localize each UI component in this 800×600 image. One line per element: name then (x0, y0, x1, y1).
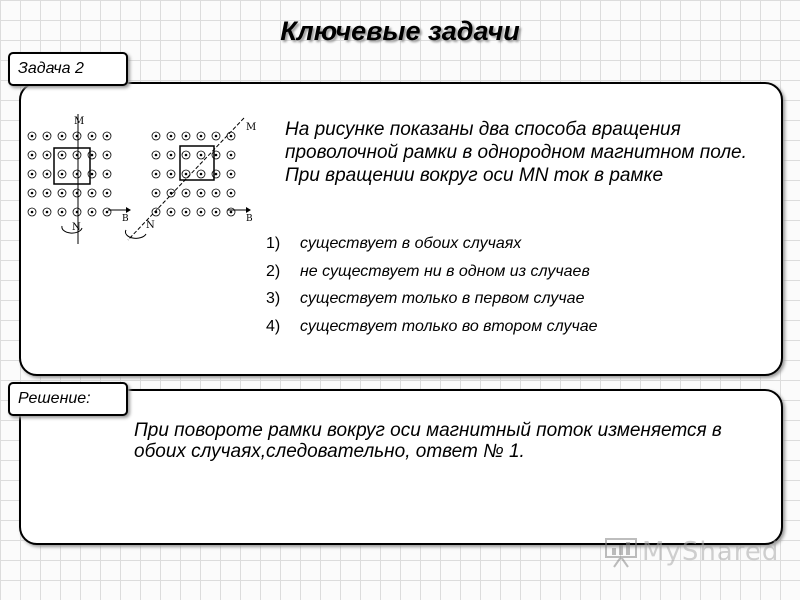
solution-tag: Решение: (8, 382, 128, 416)
field-dot-center (185, 135, 188, 138)
field-dot-center (230, 173, 233, 176)
field-dot-center (200, 192, 203, 195)
field-dot-center (91, 192, 94, 195)
label-n-right: N (146, 220, 155, 231)
watermark (604, 536, 779, 568)
field-dot-center (215, 211, 218, 214)
label-b-left: B (122, 214, 129, 224)
field-dot-center (61, 154, 64, 157)
field-dot-center (46, 135, 49, 138)
field-dot-center (106, 135, 109, 138)
field-dot-center (61, 211, 64, 214)
label-b-right: B (246, 214, 253, 224)
field-dot-center (215, 135, 218, 138)
field-dot-center (215, 192, 218, 195)
field-dot-center (31, 192, 34, 195)
field-dot-center (31, 173, 34, 176)
magnetic-frame-figure (22, 112, 262, 252)
answer-options (266, 230, 598, 340)
field-dot-center (155, 154, 158, 157)
field-dot-center (155, 135, 158, 138)
solution-panel (19, 389, 783, 545)
field-dot-center (31, 154, 34, 157)
field-dot-center (31, 211, 34, 214)
field-dot-center (230, 211, 233, 214)
watermark-text: MyShared (642, 537, 780, 567)
field-dot-center (106, 192, 109, 195)
field-arrowhead-left (126, 207, 131, 213)
field-dot-center (46, 173, 49, 176)
field-dot-center (185, 192, 188, 195)
answer-option: 3) существует только в первом случае (266, 290, 585, 307)
field-dot-center (155, 173, 158, 176)
field-dot-center (91, 173, 94, 176)
field-dot-center (170, 154, 173, 157)
field-dot-center (91, 211, 94, 214)
field-dot-center (200, 211, 203, 214)
task-question: На рисунке показаны два способа вращения проволочной рамки в однородном магнитном поле. При вращении вокруг оси MN ток в рамке (285, 119, 747, 186)
field-dot-center (46, 211, 49, 214)
field-dot-center (155, 192, 158, 195)
field-dot-center (215, 173, 218, 176)
field-dots-left (28, 132, 111, 216)
field-dot-center (170, 173, 173, 176)
field-dot-center (230, 192, 233, 195)
field-dot-center (200, 135, 203, 138)
field-dots-right (152, 132, 235, 216)
field-arrowhead-right (246, 207, 251, 213)
field-dot-center (106, 154, 109, 157)
field-dot-center (46, 192, 49, 195)
label-m-right: M (246, 122, 257, 133)
field-dot-center (91, 135, 94, 138)
field-dot-center (215, 154, 218, 157)
answer-option: 4) существует только во втором случае (266, 317, 598, 335)
field-dot-center (185, 154, 188, 157)
field-dot-center (185, 173, 188, 176)
frame-left (54, 148, 90, 184)
field-dot-center (91, 154, 94, 157)
field-dot-center (230, 135, 233, 138)
field-dot-center (61, 173, 64, 176)
field-dot-center (61, 192, 64, 195)
field-dot-center (106, 211, 109, 214)
field-dot-center (31, 135, 34, 138)
field-dot-center (61, 135, 64, 138)
answer-option: 2) не существует ни в одном из случаев (266, 262, 590, 280)
field-dot-center (106, 173, 109, 176)
label-n-left: N (72, 222, 81, 233)
answer-option: 1) существует в обоих случаях (266, 235, 522, 252)
label-m-left: M (74, 116, 85, 127)
field-dot-center (230, 154, 233, 157)
field-dot-center (170, 135, 173, 138)
field-dot-center (200, 154, 203, 157)
field-dot-center (170, 211, 173, 214)
field-dot-center (46, 154, 49, 157)
solution-text: При повороте рамки вокруг оси магнитный поток изменяется в обоих случаях,следовательно, ответ № 1. (134, 420, 722, 462)
field-dot-center (185, 211, 188, 214)
field-dot-center (200, 173, 203, 176)
page-title: Ключевые задачи (280, 16, 520, 46)
task-tag: Задача 2 (8, 52, 128, 86)
presentation-icon (604, 536, 638, 568)
